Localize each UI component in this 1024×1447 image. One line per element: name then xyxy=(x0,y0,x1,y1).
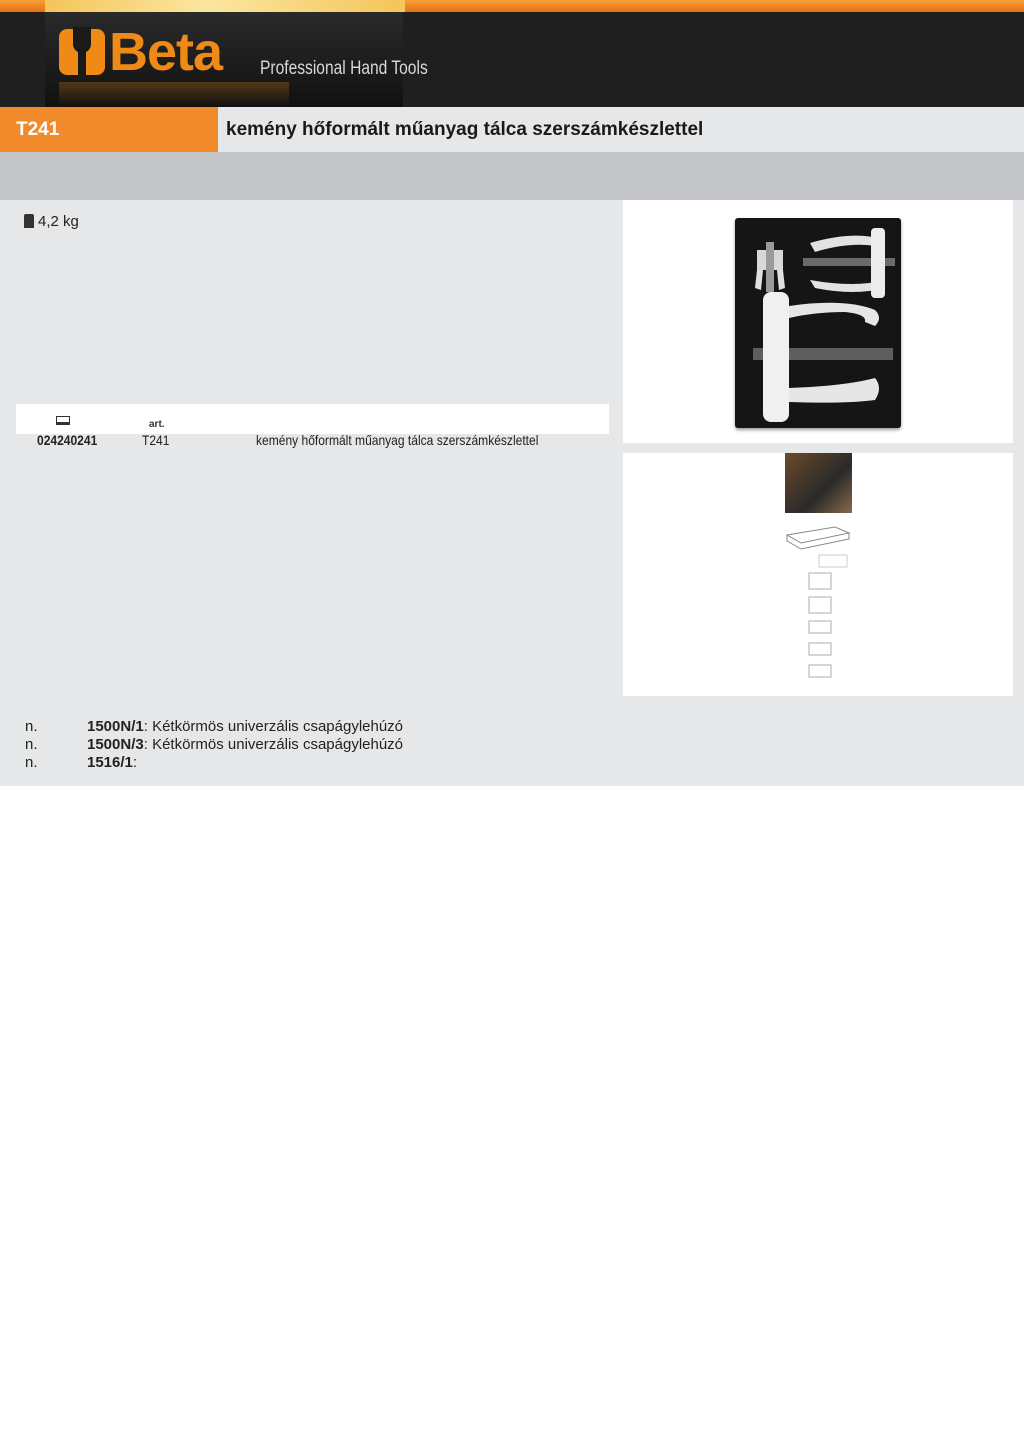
technical-drawing xyxy=(783,521,855,691)
brand-logo xyxy=(45,12,428,107)
weight-icon xyxy=(24,214,34,228)
drawer-photo xyxy=(785,453,852,513)
component-code: 1500N/1 xyxy=(87,718,144,735)
component-qty: n. xyxy=(25,718,38,735)
puller-tools-drawing xyxy=(735,218,901,428)
weight-value: 4,2 kg xyxy=(38,213,79,230)
logo-reflection xyxy=(59,82,289,106)
product-content: 4,2 kg art. 024240241 T241 kemény hőformált műanyag tálca szerszámkészlettel n. 1500N/1: Kétkörmös univerzális csapágylehúzó n. 1500N/3: Kétkörmös univerzális csapágylehúzó n. 1516/1: xyxy=(0,200,1024,786)
table-cell-code: 024240241 xyxy=(37,432,98,448)
table-cell-art: T241 xyxy=(142,432,170,448)
table-header xyxy=(16,404,609,434)
product-detail-images xyxy=(623,453,1013,696)
product-title: kemény hőformált műanyag tálca szerszámkészlettel xyxy=(218,107,1024,152)
component-code: 1516/1 xyxy=(87,754,133,771)
top-accent-stripe xyxy=(0,0,1024,12)
section-divider xyxy=(0,152,1024,200)
ruler-icon xyxy=(56,416,70,425)
weight-info xyxy=(24,213,79,230)
component-qty: n. xyxy=(25,754,38,771)
brand-name: Beta xyxy=(109,22,223,82)
column-header-art: art. xyxy=(149,419,165,430)
table-cell-description: kemény hőformált műanyag tálca szerszámkészlettel xyxy=(256,432,539,448)
product-image xyxy=(623,200,1013,443)
tool-tray-image xyxy=(735,218,901,428)
component-name: Kétkörmös univerzális csapágylehúzó xyxy=(152,718,404,735)
component-qty: n. xyxy=(25,736,38,753)
product-code: T241 xyxy=(0,107,218,152)
component-code: 1500N/3 xyxy=(87,736,144,753)
component-name: Kétkörmös univerzális csapágylehúzó xyxy=(152,736,404,753)
brand-tagline: Professional Hand Tools xyxy=(260,58,428,79)
page-header xyxy=(0,12,1024,107)
wrench-icon xyxy=(59,29,105,75)
